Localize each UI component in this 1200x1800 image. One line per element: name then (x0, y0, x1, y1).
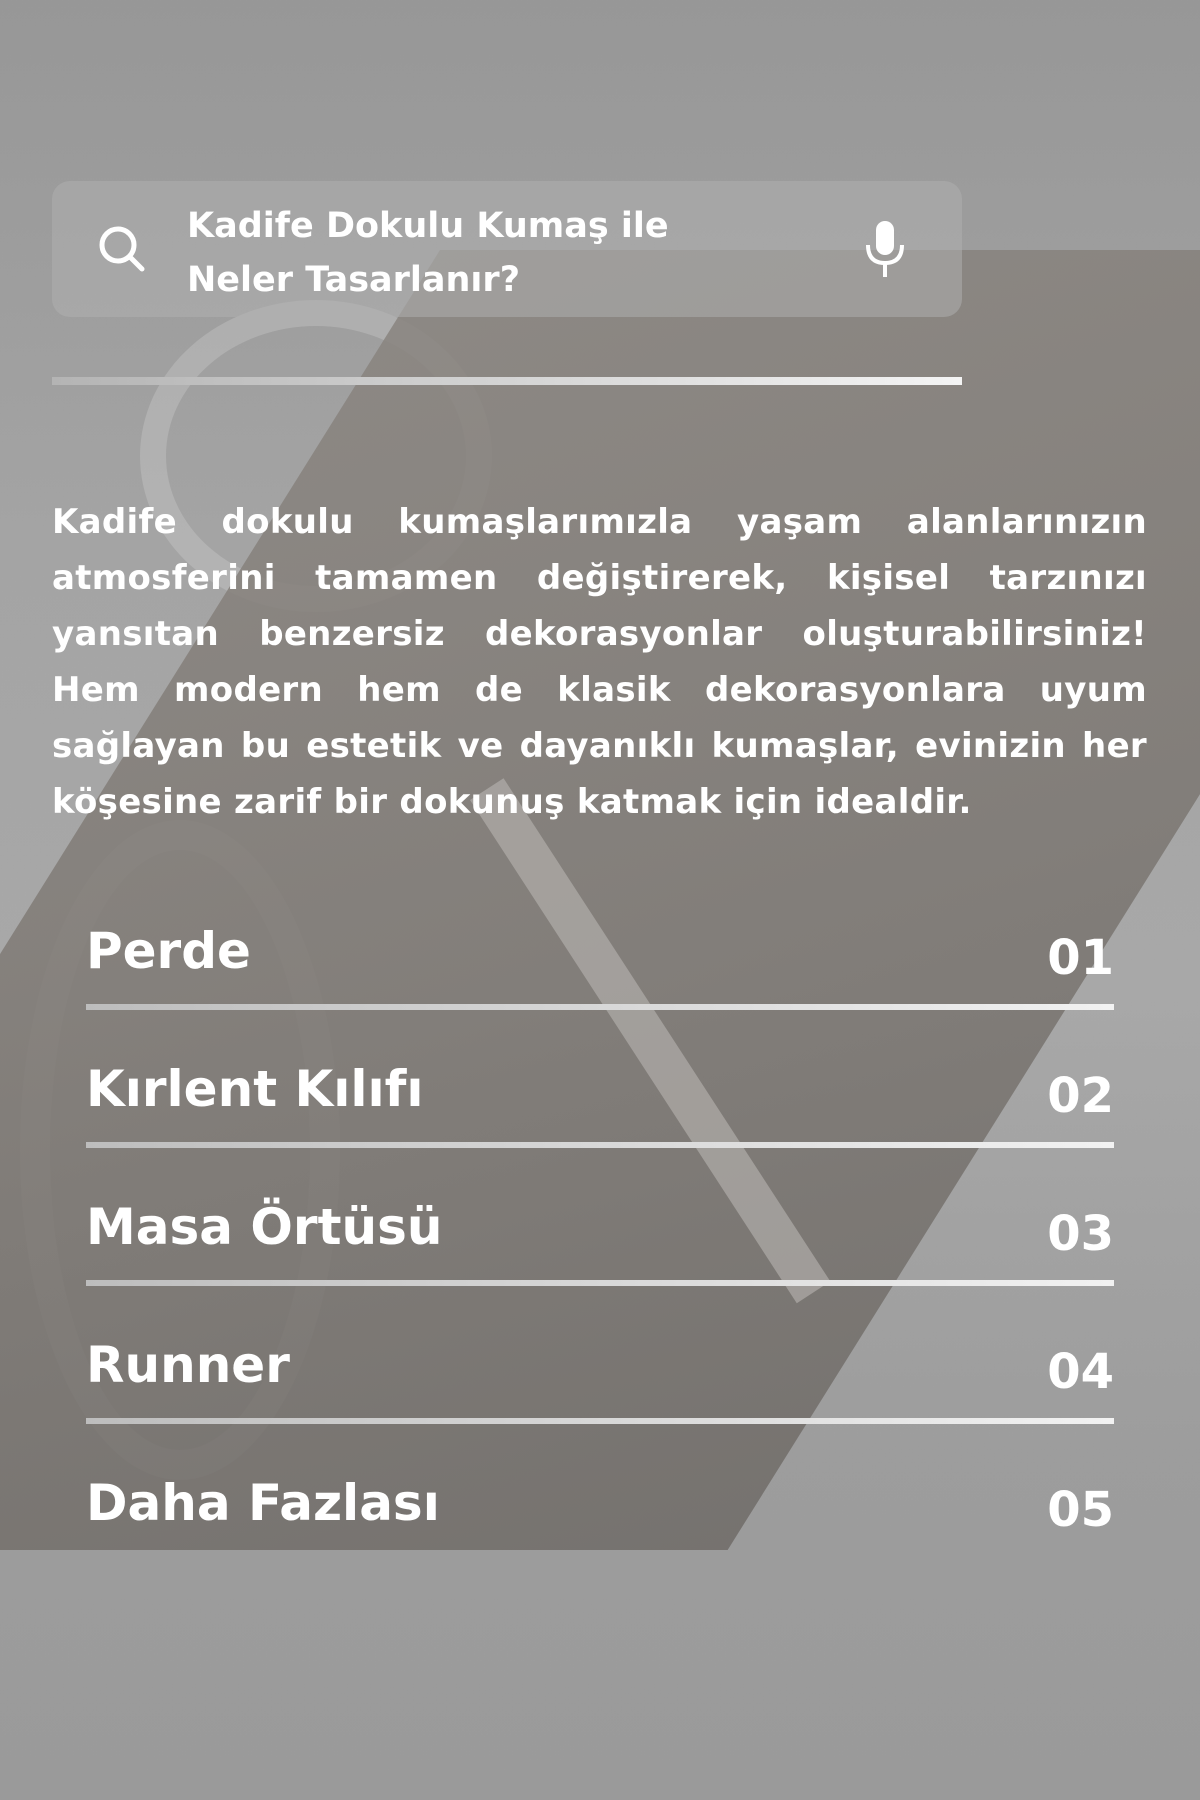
item-number: 01 (1047, 930, 1114, 986)
category-item-kirlent-kilifi[interactable] (86, 1038, 1114, 1176)
item-label: Masa Örtüsü (86, 1198, 443, 1256)
item-divider (86, 1142, 1114, 1148)
item-number: 02 (1047, 1068, 1114, 1124)
search-query-line-2: Neler Tasarlanır? (187, 260, 520, 300)
search-divider (52, 377, 962, 385)
item-number: 05 (1047, 1482, 1114, 1538)
search-query[interactable] (187, 199, 669, 307)
category-list (86, 900, 1114, 1590)
item-label: Perde (86, 922, 251, 980)
category-item-masa-ortusu[interactable] (86, 1176, 1114, 1314)
description-text: Kadife dokulu kumaşlarımızla yaşam alanlarınızın atmosferini tamamen değiştirerek, kişisel tarzınızı yansıtan benzersiz dekorasyonlar oluşturabilirsiniz! Hem modern hem de klasik dekorasyonlara uyum sağlayan bu estetik ve dayanıklı kumaşlar, evinizin her köşesine zarif bir dokunuş katmak için idealdir. (52, 502, 1147, 822)
search-bar[interactable] (52, 181, 962, 317)
item-number: 03 (1047, 1206, 1114, 1262)
category-item-daha-fazlasi[interactable] (86, 1452, 1114, 1590)
item-label: Daha Fazlası (86, 1474, 440, 1532)
item-number: 04 (1047, 1344, 1114, 1400)
search-query-line-1: Kadife Dokulu Kumaş ile (187, 206, 669, 246)
category-item-runner[interactable] (86, 1314, 1114, 1452)
item-divider (86, 1280, 1114, 1286)
category-item-perde[interactable] (86, 900, 1114, 1038)
item-label: Kırlent Kılıfı (86, 1060, 424, 1118)
item-divider (86, 1004, 1114, 1010)
search-icon[interactable] (96, 223, 148, 275)
microphone-icon[interactable] (860, 219, 910, 279)
item-divider (86, 1418, 1114, 1424)
item-label: Runner (86, 1336, 290, 1394)
